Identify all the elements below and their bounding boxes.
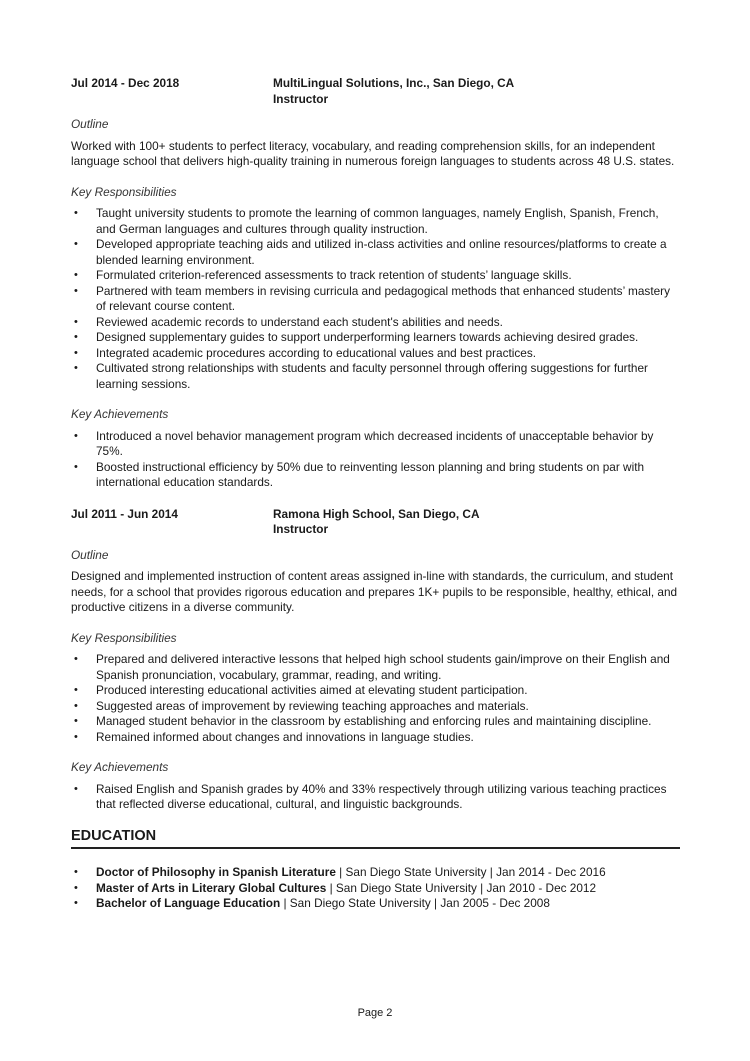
outline-text: Designed and implemented instruction of content areas assigned in-line with standards, the curriculum, and student needs, for a school that provides rigorous education and prepares 1K+ pupils to be responsible, healthy, ethical, and productive citizens in a diverse community. bbox=[71, 569, 678, 614]
list-item: • Designed supplementary guides to support underperforming learners towards achieving desired grades. bbox=[71, 330, 680, 346]
achievements-label: Key Achievements bbox=[71, 407, 169, 421]
job-entry bbox=[71, 76, 680, 491]
list-item: • Formulated criterion-referenced assessments to track retention of students’ language skills. bbox=[71, 268, 680, 284]
degree-name: Master of Arts in Literary Global Cultures bbox=[96, 880, 327, 895]
responsibilities-list bbox=[71, 206, 680, 392]
job-dates: Jul 2011 - Jun 2014 bbox=[71, 506, 178, 521]
list-item: • Raised English and Spanish grades by 40% and 33% respectively through utilizing various teaching practices that reflected diverse educational, cultural, and linguistic backgrounds. bbox=[71, 782, 680, 813]
responsibilities-label: Key Responsibilities bbox=[71, 184, 177, 199]
responsibilities-label: Key Responsibilities bbox=[71, 630, 177, 645]
job-header bbox=[71, 76, 680, 107]
job-title: Instructor bbox=[273, 522, 329, 536]
list-item: • Prepared and delivered interactive lessons that helped high school students gain/improve on their English and Spanish pronunciation, vocabulary, grammar, reading, and writing. bbox=[71, 652, 680, 683]
responsibilities-list bbox=[71, 652, 680, 745]
outline-text: Worked with 100+ students to perfect literacy, vocabulary, and reading comprehension skills, for an independent language school that delivers high-quality training in numerous foreign languages to students across 48 U.S. states. bbox=[71, 138, 675, 168]
job-org-block bbox=[273, 507, 479, 538]
achievements-label: Key Achievements bbox=[71, 760, 169, 774]
job-header bbox=[71, 507, 680, 538]
page-number: Page 2 bbox=[357, 1007, 393, 1019]
list-item: • Reviewed academic records to understand each student's abilities and needs. bbox=[71, 315, 680, 331]
education-item bbox=[71, 865, 680, 881]
list-item: • Produced interesting educational activities aimed at elevating student participation. bbox=[71, 683, 680, 699]
list-item: • Introduced a novel behavior management program which decreased incidents of unacceptable behavior by 75%. bbox=[71, 429, 680, 460]
education-item bbox=[71, 881, 680, 897]
list-item: • Suggested areas of improvement by reviewing teaching approaches and materials. bbox=[71, 699, 680, 715]
list-item: • Developed appropriate teaching aids and utilized in-class activities and online resources/platforms to create a blended learning environment. bbox=[71, 237, 680, 268]
achievements-list bbox=[71, 782, 680, 813]
list-item: • Cultivated strong relationships with students and faculty personnel through offering suggestions for further learning sessions. bbox=[71, 361, 680, 392]
degree-details: | San Diego State University | Jan 2005 - Dec 2008 bbox=[280, 896, 550, 910]
degree-name: Doctor of Philosophy in Spanish Literature bbox=[96, 865, 336, 879]
list-item: • Managed student behavior in the classroom by establishing and enforcing rules and maintaining discipline. bbox=[71, 714, 680, 730]
list-item: • Remained informed about changes and innovations in language studies. bbox=[71, 730, 680, 746]
list-item: • Partnered with team members in revising curricula and pedagogical methods that enhanced students’ mastery of relevant course content. bbox=[71, 284, 680, 315]
job-dates: Jul 2014 - Dec 2018 bbox=[71, 76, 180, 90]
job-organization: Ramona High School, San Diego, CA bbox=[273, 506, 480, 521]
education-list bbox=[71, 865, 680, 912]
degree-details: | San Diego State University | Jan 2014 - Dec 2016 bbox=[335, 865, 606, 879]
education-item bbox=[71, 896, 680, 912]
outline-label: Outline bbox=[71, 117, 109, 131]
job-title: Instructor bbox=[273, 91, 329, 106]
list-item: • Boosted instructional efficiency by 50% due to reinventing lesson planning and bring students on par with international education standards. bbox=[71, 460, 680, 491]
list-item: • Integrated academic procedures according to educational values and best practices. bbox=[71, 346, 680, 362]
degree-details: | San Diego State University | Jan 2010 - Dec 2012 bbox=[326, 880, 597, 895]
achievements-list bbox=[71, 429, 680, 491]
resume-page bbox=[71, 76, 680, 912]
job-org-block bbox=[273, 76, 514, 107]
outline-label: Outline bbox=[71, 547, 109, 562]
job-entry bbox=[71, 507, 680, 813]
list-item: • Taught university students to promote the learning of common languages, namely English, Spanish, French, and German languages and cultures through quality instruction. bbox=[71, 206, 680, 237]
education-heading: EDUCATION bbox=[71, 829, 680, 850]
job-organization: MultiLingual Solutions, Inc., San Diego, CA bbox=[273, 76, 515, 90]
degree-name: Bachelor of Language Education bbox=[96, 896, 281, 910]
